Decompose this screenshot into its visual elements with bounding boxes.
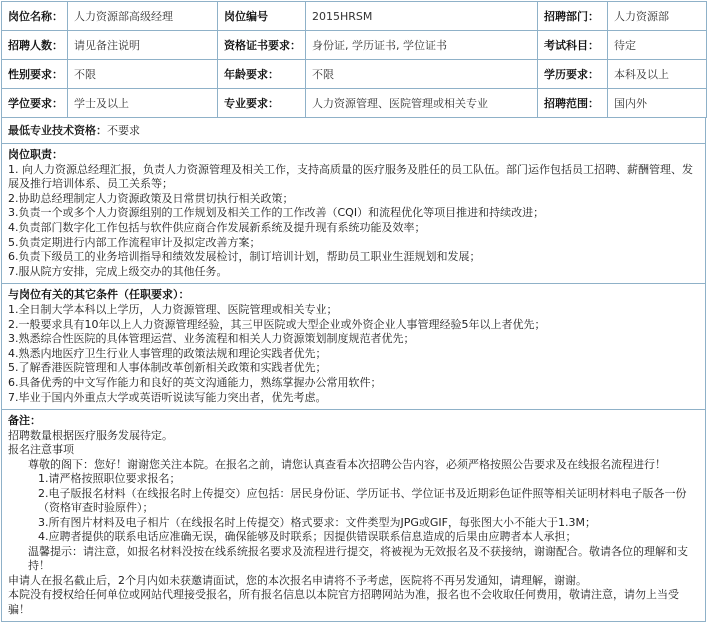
department-label: 招聘部门： — [538, 2, 608, 31]
list-item: 6.负责下级员工的业务培训指导和绩效发展检讨，制订培训计划，帮助员工职业生涯规划和发展； — [8, 250, 481, 264]
notes-text: 申请人在报名截止后，2个月内如未获邀请面试，您的本次报名申请将不予考虑，医院将不再另发通知，请理解，谢谢。 — [8, 573, 587, 587]
list-item: 2.协助总经理制定人力资源政策及日常贯切执行相关政策； — [8, 191, 294, 205]
age-label: 年龄要求： — [218, 60, 306, 89]
degree-label: 学位要求： — [2, 89, 68, 118]
job-info-table — [1, 1, 707, 118]
department-value: 人力资源部 — [608, 2, 707, 31]
list-item: 6.具备优秀的中文写作能力和良好的英文沟通能力，熟练掌握办公常用软件； — [8, 375, 382, 389]
list-item: 1. 向人力资源总经理汇报，负责人力资源管理及相关工作，支持高质量的医疗服务及胜任的员工队伍。部门运作包括员工招聘、薪酬管理、发展及推行培训体系、员工关系等； — [8, 162, 693, 191]
table-row — [2, 2, 707, 31]
notes-text: 招聘数量根据医疗服务发展待定。 — [8, 428, 173, 442]
scope-value: 国内外 — [608, 89, 707, 118]
notes-text: 报名注意事项 — [8, 443, 74, 457]
notes-section — [1, 410, 706, 622]
list-item: 3.负责一个或多个人力资源组别的工作规划及相关工作的工作改善（CQI）和流程优化等项目推进和持续改进； — [8, 206, 545, 220]
list-item: 2.一般要求具有10年以上人力资源管理经验，其三甲医院或大型企业或外资企业人事管理经验5年以上者优先； — [8, 317, 546, 331]
min-qualification-label: 最低专业技术资格： — [8, 124, 107, 137]
notes-text: 尊敬的阁下：您好！谢谢您关注本院。在报名之前，请您认真查看本次招聘公告内容，必须严格按照公告要求及在线报名流程进行！ — [28, 457, 666, 471]
education-value: 本科及以上 — [608, 60, 707, 89]
list-item: 3.所有图片材料及电子相片（在线报名时上传提交）格式要求：文件类型为JPG或GIF，每张图大小不能大于1.3M； — [38, 515, 596, 529]
headcount-label: 招聘人数： — [2, 31, 68, 60]
duties-title: 岗位职责： — [8, 148, 63, 161]
list-item: 1.请严格按照职位要求报名； — [38, 472, 181, 486]
position-name-label: 岗位名称： — [2, 2, 68, 31]
gender-value: 不限 — [68, 60, 218, 89]
job-posting — [1, 1, 706, 622]
list-item: 4.熟悉内地医疗卫生行业人事管理的政策法规和理论实践者优先； — [8, 346, 327, 360]
list-item: 7.毕业于国内外重点大学或英语听说读写能力突出者，优先考虑。 — [8, 390, 327, 404]
degree-value: 学士及以上 — [68, 89, 218, 118]
position-code-label: 岗位编号 — [218, 2, 306, 31]
scope-label: 招聘范围： — [538, 89, 608, 118]
notes-text: 本院没有授权给任何单位或网站代理接受报名，所有报名信息以本院官方招聘网站为准，报名也不会收取任何费用，敬请注意，请勿上当受骗！ — [8, 588, 679, 616]
education-label: 学历要求： — [538, 60, 608, 89]
headcount-value: 请见备注说明 — [68, 31, 218, 60]
list-item: 2.电子版报名材料（在线报名时上传提交）应包括：居民身份证、学历证书、学位证书及近期彩色证件照等相关证明材料电子版各一份（资格审查时验原件）； — [38, 486, 687, 515]
exam-value: 待定 — [608, 31, 707, 60]
duties-section — [1, 144, 706, 284]
major-label: 专业要求： — [218, 89, 306, 118]
position-name-value: 人力资源部高级经理 — [68, 2, 218, 31]
list-item: 4.负责部门数字化工作包括与软件供应商合作发展新系统及提升现有系统功能及效率； — [8, 220, 426, 234]
list-item: 7.服从院方安排，完成上级交办的其他任务。 — [8, 264, 228, 278]
list-item: 5.了解香港医院管理和人事体制改革创新相关政策和实践者优先； — [8, 361, 327, 375]
list-item: 4.应聘者提供的联系电话应准确无误，确保能够及时联系；因提供错误联系信息造成的后果由应聘者本人承担； — [38, 530, 577, 544]
list-item: 1.全日制大学本科以上学历，人力资源管理、医院管理或相关专业； — [8, 302, 338, 316]
notes-title: 备注： — [8, 414, 41, 428]
certificate-value: 身份证, 学历证书, 学位证书 — [306, 31, 538, 60]
min-qualification-row — [1, 118, 706, 144]
list-item: 3.熟悉综合性医院的具体管理运营、业务流程和相关人力资源策划制度规范者优先； — [8, 332, 415, 346]
requirements-title: 与岗位有关的其它条件（任职要求）： — [8, 288, 190, 302]
position-code-value: 2015HRSM — [306, 2, 538, 31]
requirements-section — [1, 284, 706, 410]
exam-label: 考试科目： — [538, 31, 608, 60]
list-item: 5.负责定期进行内部工作流程审计及拟定改善方案； — [8, 235, 261, 249]
table-row — [2, 31, 707, 60]
notes-text: 温馨提示：请注意，如报名材料没按在线系统报名要求及流程进行提交，将被视为无效报名及不获接纳，谢谢配合。敬请各位的理解和支持！ — [28, 544, 688, 573]
major-value: 人力资源管理、医院管理或相关专业 — [306, 89, 538, 118]
table-row — [2, 89, 707, 118]
age-value: 不限 — [306, 60, 538, 89]
table-row — [2, 60, 707, 89]
gender-label: 性别要求： — [2, 60, 68, 89]
min-qualification-value: 不要求 — [107, 124, 140, 137]
certificate-label: 资格证书要求： — [218, 31, 306, 60]
